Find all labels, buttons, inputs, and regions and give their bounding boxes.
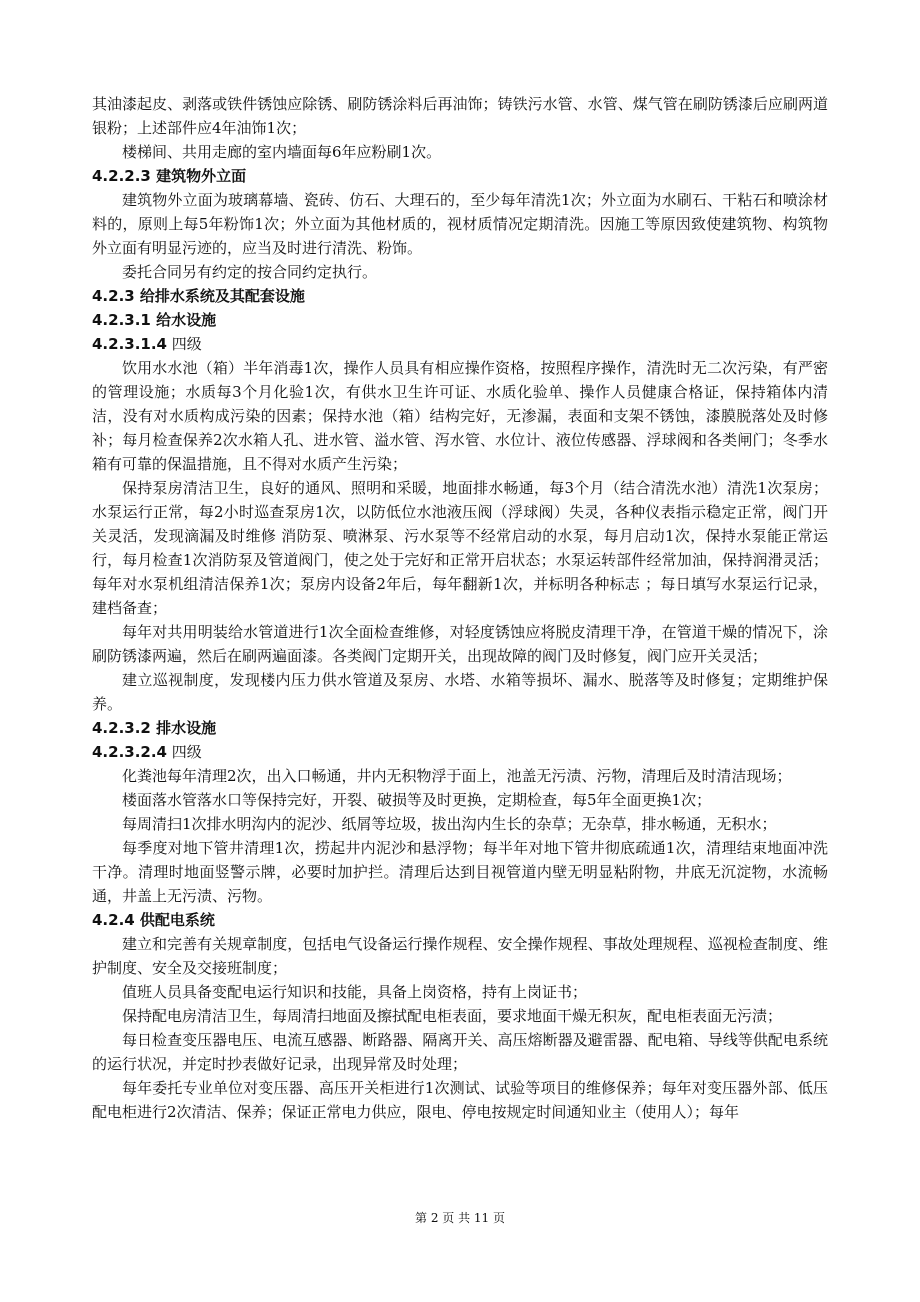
section-heading: 4.2.4 供配电系统 bbox=[92, 911, 215, 929]
paragraph: 楼梯间、共用走廊的室内墙面每6年应粉刷1次。 bbox=[122, 143, 442, 161]
document-body bbox=[92, 92, 828, 1124]
page-footer: 第 2 页 共 11 页 bbox=[415, 1211, 505, 1225]
paragraph: 值班人员具备变配电运行知识和技能，具备上岗资格，持有上岗证书； bbox=[122, 983, 588, 1001]
paragraph: 每年委托专业单位对变压器、高压开关柜进行1次测试、试验等项目的维修保养；每年对变压器外部、低压配电柜进行2次清洁、保养；保证正常电力供应，限电、停电按规定时间通知业主（使用人）；每年 bbox=[92, 1079, 828, 1121]
paragraph: 每日检查变压器电压、电流互感器、断路器、隔离开关、高压熔断器及避雷器、配电箱、导线等供配电系统的运行状况，并定时抄表做好记录，出现异常及时处理； bbox=[92, 1031, 828, 1073]
section-heading: 4.2.3.1 给水设施 bbox=[92, 311, 217, 329]
paragraph: 每周清扫1次排水明沟内的泥沙、纸屑等垃圾，拔出沟内生长的杂草；无杂草，排水畅通，无积水； bbox=[122, 815, 777, 833]
paragraph: 建筑物外立面为玻璃幕墙、瓷砖、仿石、大理石的，至少每年清洗1次；外立面为水刷石、干粘石和喷涂材料的，原则上每5年粉饰1次；外立面为其他材质的，视材质情况定期清洗。因施工等原因致使建筑物、构筑物外立面有明显污迹的，应当及时进行清洗、粉饰。 bbox=[92, 191, 828, 257]
subsection-heading bbox=[92, 332, 828, 356]
paragraph: 饮用水水池（箱）半年消毒1次，操作人员具有相应操作资格，按照程序操作，清洗时无二次污染，有严密的管理设施；水质每3个月化验1次，有供水卫生许可证、水质化验单、操作人员健康合格证，保持箱体内清洁，没有对水质构成污染的因素；保持水池（箱）结构完好，无渗漏，表面和支架不锈蚀，漆膜脱落处及时修补；每月检查保养2次水箱人孔、进水管、溢水管、泻水管、水位计、液位传感器、浮球阀和各类闸门；冬季水箱有可靠的保温措施，且不得对水质产生污染； bbox=[92, 359, 828, 473]
heading-number: 4.2.3.2.4 bbox=[92, 743, 167, 761]
paragraph: 委托合同另有约定的按合同约定执行。 bbox=[122, 263, 378, 281]
paragraph: 保持泵房清洁卫生，良好的通风、照明和采暖，地面排水畅通，每3个月（结合清洗水池）清洗1次泵房；水泵运行正常，每2小时巡查泵房1次，以防低位水池液压阀（浮球阀）失灵，各种仪表指示稳定正常，阀门开关灵活，发现滴漏及时维修 消防泵、喷淋泵、污水泵等不经常启动的水泵，每月启动1次，保持水泵能正常运行，每月检查1次消防泵及管道阀门，使之处于完好和正常开启状态；水泵运转部件经常加油，保持润滑灵活；每年对水泵机组清洁保养1次；泵房内设备2年后，每年翻新1次，并标明各种标志 ；每日填写水泵运行记录，建档备查； bbox=[92, 479, 828, 617]
paragraph: 保持配电房清洁卫生，每周清扫地面及擦拭配电柜表面，要求地面干燥无积灰，配电柜表面无污渍； bbox=[122, 1007, 783, 1025]
paragraph: 楼面落水管落水口等保持完好，开裂、破损等及时更换，定期检查，每5年全面更换1次； bbox=[122, 791, 712, 809]
paragraph: 建立巡视制度，发现楼内压力供水管道及泵房、水塔、水箱等损坏、漏水、脱落等及时修复；定期维护保养。 bbox=[92, 671, 828, 713]
paragraph: 化粪池每年清理2次，出入口畅通，井内无积物浮于面上，池盖无污渍、污物，清理后及时清洁现场； bbox=[122, 767, 792, 785]
heading-number: 4.2.3.1.4 bbox=[92, 335, 167, 353]
subsection-heading bbox=[92, 740, 828, 764]
heading-label: 四级 bbox=[171, 335, 202, 353]
paragraph: 其油漆起皮、剥落或铁件锈蚀应除锈、刷防锈涂料后再油饰；铸铁污水管、水管、煤气管在刷防锈漆后应刷两道银粉；上述部件应4年油饰1次； bbox=[92, 95, 828, 137]
section-heading: 4.2.2.3 建筑物外立面 bbox=[92, 167, 247, 185]
section-heading: 4.2.3.2 排水设施 bbox=[92, 719, 217, 737]
paragraph: 每季度对地下管井清理1次，捞起井内泥沙和悬浮物；每半年对地下管井彻底疏通1次，清理结束地面冲洗干净。清理时地面竖警示牌，必要时加护拦。清理后达到目视管道内壁无明显粘附物，井底无沉淀物，水流畅通，井盖上无污渍、污物。 bbox=[92, 839, 828, 905]
paragraph: 建立和完善有关规章制度，包括电气设备运行操作规程、安全操作规程、事故处理规程、巡视检查制度、维护制度、安全及交接班制度； bbox=[92, 935, 828, 977]
paragraph: 每年对共用明装给水管道进行1次全面检查维修，对轻度锈蚀应将脱皮清理干净，在管道干燥的情况下，涂刷防锈漆两遍，然后在刷两遍面漆。各类阀门定期开关，出现故障的阀门及时修复，阀门应开关灵活； bbox=[92, 623, 828, 665]
heading-label: 四级 bbox=[171, 743, 202, 761]
section-heading: 4.2.3 给排水系统及其配套设施 bbox=[92, 287, 305, 305]
